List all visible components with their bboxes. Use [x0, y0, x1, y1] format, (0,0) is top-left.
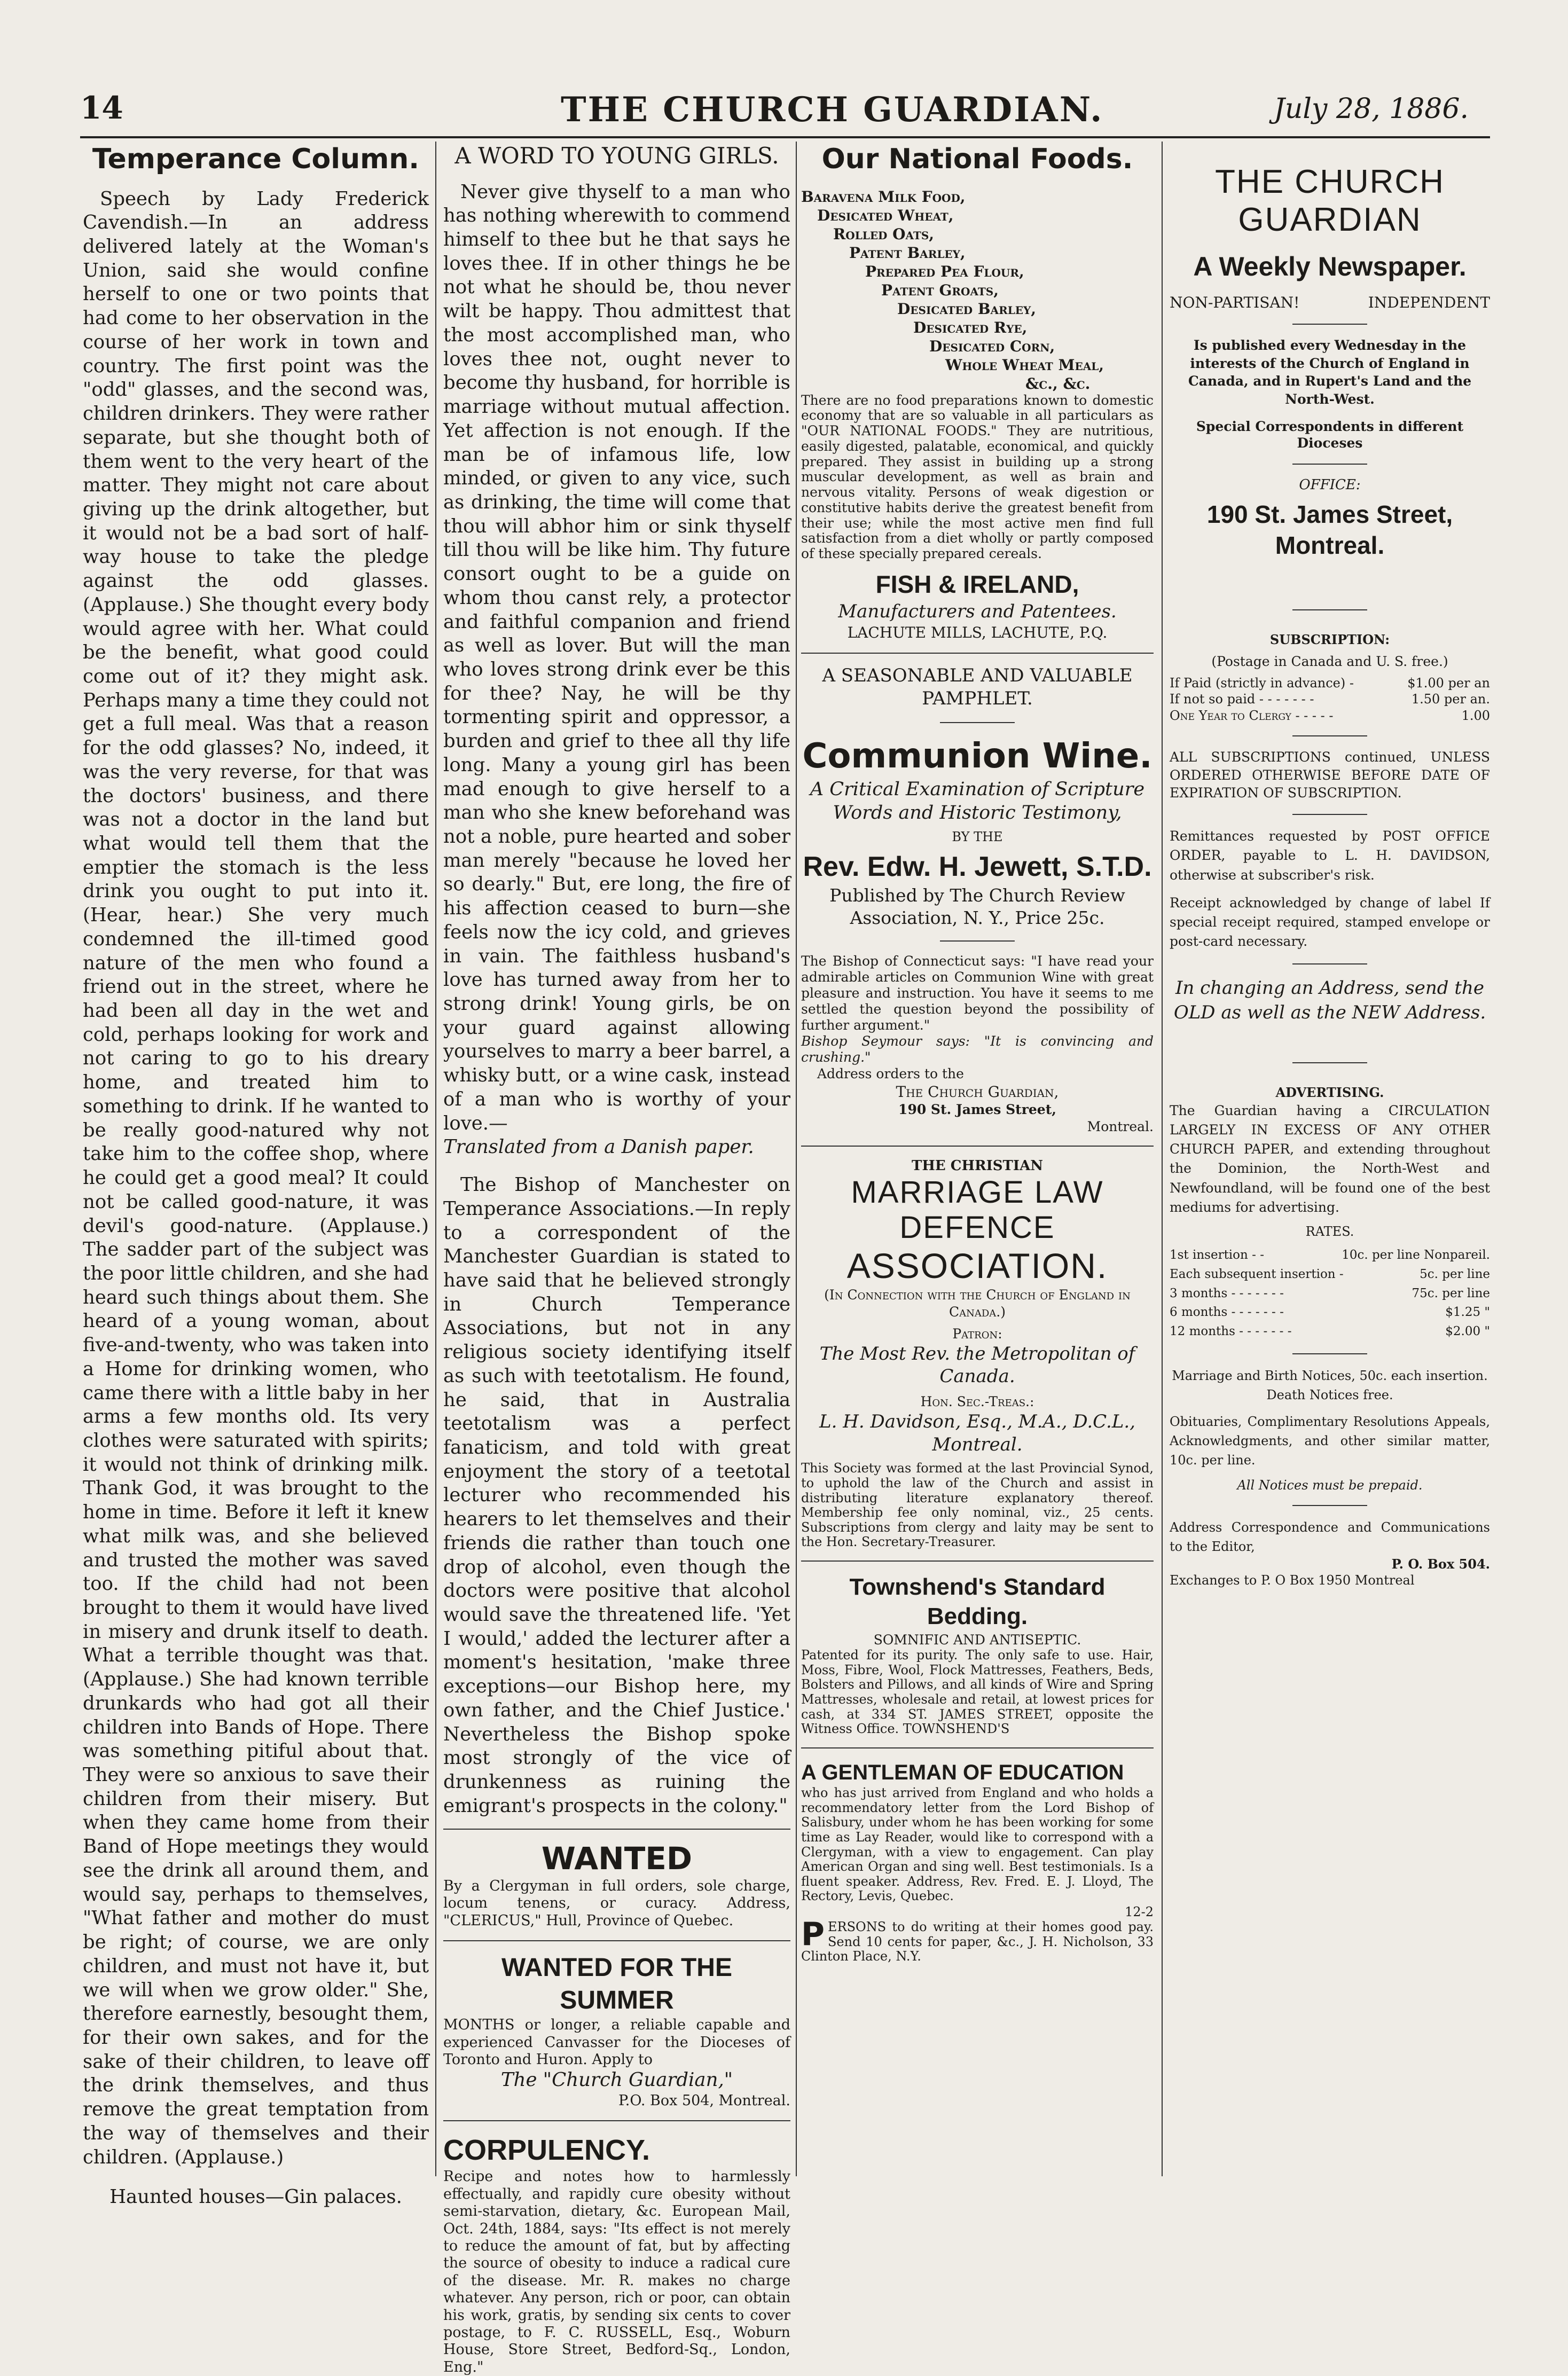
- column-divider: [796, 142, 797, 2176]
- office-label: OFFICE:: [1299, 476, 1361, 493]
- young-girls-heading: A WORD TO YOUNG GIRLS.: [454, 143, 779, 169]
- rate-row: [1170, 1303, 1490, 1322]
- rate-price: 10c. per line Nonpareil.: [1342, 1248, 1490, 1263]
- subscription-clergy-label: One Year to Clergy - - - - -: [1170, 708, 1334, 723]
- food-item: Prepared Pea Flour,: [865, 262, 1024, 280]
- remittances-info: Remittances requested by POST OFFICE ORDER, payable to L. H. DAVIDSON, otherwise at subscriber's risk.: [1170, 828, 1490, 883]
- rate-label: Each subsequent insertion -: [1170, 1267, 1344, 1282]
- correspondence-address: Address Correspondence and Communications to the Editor,: [1170, 1519, 1490, 1554]
- separator: [1292, 735, 1367, 736]
- guardian-street: 190 St. James Street,: [898, 1102, 1056, 1118]
- wanted-ad-body: By a Clergyman in full orders, sole charge, locum tenens, or curacy. Address, "CLERICUS," Hull, Province of Quebec.: [443, 1878, 790, 1929]
- in-connection: (In Connection with the Church of England in Canada.): [824, 1287, 1131, 1320]
- prepaid-note: All Notices must be prepaid.: [1237, 1477, 1423, 1493]
- subscription-row: [1170, 708, 1490, 724]
- wanted-summer-body: MONTHS or longer, a reliable capable and experienced Canvasser for the Dioceses of Toronto and Huron. Apply to: [443, 2017, 790, 2068]
- fish-ireland-heading: FISH & IRELAND,: [875, 570, 1079, 598]
- column-temperance: [83, 142, 429, 2208]
- subscription-paid-label: If Paid (strictly in advance) -: [1170, 676, 1354, 691]
- po-box: P. O. Box 504.: [1391, 1556, 1490, 1572]
- food-item: Patent Groats,: [881, 281, 999, 299]
- subscription-continued: ALL SUBSCRIPTIONS continued, UNLESS ORDERED OTHERWISE BEFORE DATE OF EXPIRATION OF SUBSCRIPTION.: [1170, 749, 1490, 801]
- patron-name: The Most Rev. the Metropolitan of Canada.: [819, 1343, 1135, 1387]
- jewett-name: Rev. Edw. H. Jewett, S.T.D.: [803, 851, 1152, 882]
- address-orders: Address orders to the: [817, 1066, 964, 1082]
- separator: [1292, 963, 1367, 964]
- food-item: Desicated Barley,: [897, 300, 1037, 318]
- nonpartisan-label: NON-PARTISAN!: [1170, 293, 1300, 311]
- temperance-footer: Haunted houses—Gin palaces.: [109, 2186, 402, 2208]
- food-item: Desicated Corn,: [929, 337, 1055, 355]
- marriage-notices: Marriage and Birth Notices, 50c. each insertion. Death Notices free.: [1172, 1368, 1488, 1402]
- masthead: [80, 90, 1469, 132]
- bishop-quote: The Bishop of Connecticut says: "I have read your admirable articles on Communion Wine with great pleasure and instruction. You have it seems to me settled the question beyond the possibility of further argument.": [801, 953, 1154, 1033]
- column-ads: [801, 142, 1154, 2187]
- subscription-row: [1170, 675, 1490, 691]
- food-item: &c., &c.: [1025, 374, 1091, 393]
- subscription-row: [1170, 691, 1490, 707]
- gentleman-number: 12-2: [1125, 1904, 1154, 1919]
- persons-ad-text: ERSONS to do writing at their homes good pay. Send 10 cents for paper, &c., J. H. Nicholson, 33 Clinton Place, N.Y.: [801, 1919, 1154, 1964]
- published-by: Published by The Church Review Association, N. Y., Price 25c.: [829, 885, 1125, 928]
- separator: [940, 940, 1015, 942]
- communion-wine-heading: Communion Wine.: [802, 736, 1153, 776]
- column-young-girls: [443, 142, 790, 2375]
- food-item: Desicated Rye,: [913, 318, 1028, 336]
- pamphlet-heading: A SEASONABLE AND VALUABLE PAMPHLET.: [822, 664, 1133, 709]
- young-girls-article: Never give thyself to a man who has nothing wherewith to commend himself to thee but he that says he loves thee. If in other things he be not what he should be, thou never wilt be happy. Thou admittest that the most accomplished man, who loves thee not, ought never to become thy husband, for horrible is marriage without mutual affection. Yet affection is not enough. If the man be of infamous life, low minded, or given to any vice, such as drinking, the time will come that thou will abhor him or sink thyself till thou will be like him. Thy future consort ought to be a guide on whom thou canst rely, a protector and faithful companion and friend as well as lover. But will the man who loves strong drink ever be this for thee? Nay, he will be thy tormenting spirit and oppressor, a burden and grief to thee all thy life long. Many a young girl has been mad enough to give herself to a man who she knew beforehand was not a noble, pure hearted and sober man merely "because he loved her so dearly." But, ere long, the fire of his affection ceased to burn—she feels now the icy cold, and grieves in vain. The faithless husband's love has turned away from her to strong drink! Young girls, be on your guard against allowing yourselves to marry a beer barrel, a whisky butt, or a wine cask, instead of a man who is worthy of your love.—: [443, 181, 790, 1134]
- separator: [801, 653, 1154, 654]
- separator: [1292, 324, 1367, 325]
- separator: [443, 1829, 790, 1830]
- bedding-sub: SOMNIFIC AND ANTISEPTIC.: [873, 1632, 1081, 1648]
- foods-list: [801, 187, 1154, 393]
- newspaper-title: THE CHURCH GUARDIAN.: [561, 90, 1104, 130]
- correspondents-info: Special Correspondents in different Dioceses: [1196, 418, 1464, 451]
- young-girls-source: Translated from a Danish paper.: [443, 1136, 754, 1158]
- subscription-notpaid-price: 1.50 per an.: [1411, 692, 1490, 707]
- by-the: BY THE: [952, 829, 1003, 845]
- subscription-paid-price: $1.00 per an: [1407, 676, 1490, 691]
- society-description: This Society was formed at the last Provincial Synod, to uphold the law of the Church and assist in distributing literature explanatory thereof. Membership fee only nominal, viz., 25 cents. Subscriptions from clergy and laity may be sent to the Hon. Secretary-Treasurer.: [801, 1461, 1154, 1550]
- rate-price: 75c. per line: [1412, 1286, 1490, 1300]
- published-info: Is published every Wednesday in the interests of the Church of England in Canada, and in Rupert's Land and the North-West.: [1188, 337, 1472, 407]
- gentleman-heading: A GENTLEMAN OF EDUCATION: [801, 1760, 1124, 1784]
- separator: [1292, 464, 1367, 465]
- fish-ireland-location: LACHUTE MILLS, LACHUTE, P.Q.: [847, 623, 1108, 641]
- masthead-rule: [80, 136, 1490, 138]
- rate-price: $2.00 ": [1445, 1324, 1490, 1339]
- temperance-heading: Temperance Column.: [92, 143, 420, 175]
- separator: [1292, 609, 1367, 610]
- office-address: 190 St. James Street, Montreal.: [1206, 500, 1453, 559]
- corpulency-heading: CORPULENCY.: [443, 2134, 650, 2167]
- bedding-description: Patented for its purity. The only safe to use. Hair, Moss, Fibre, Wool, Flock Mattresses, Feathers, Beds, Bolsters and Pillows, and all kinds of Wire and Spring Mattresses, wholesale and retail, at lowest prices for cash, at 334 ST. JAMES STREET, opposite the Witness Office. TOWNSHEND'S: [801, 1648, 1154, 1737]
- issue-date: July 28, 1886.: [1274, 93, 1469, 125]
- association-heading: ASSOCIATION.: [846, 1246, 1108, 1286]
- column-divider: [435, 142, 436, 2176]
- separator: [801, 1146, 1154, 1147]
- change-address-info: In changing an Address, send the OLD as well as the NEW Address.: [1173, 977, 1486, 1023]
- postage-note: (Postage in Canada and U. S. free.): [1211, 653, 1448, 669]
- rate-row: [1170, 1265, 1490, 1284]
- independent-label: INDEPENDENT: [1368, 293, 1490, 311]
- advertising-info: The Guardian having a CIRCULATION LARGELY IN EXCESS OF ANY OTHER CHURCH PAPER, and extending throughout the Dominion, the North-West and Newfoundland, will be found one of the best mediums for advertising.: [1170, 1102, 1490, 1215]
- critical-examination: A Critical Examination of Scripture Words and Historic Testimony,: [810, 779, 1145, 824]
- persons-ad: PERSONS to do writing at their homes good pay. Send 10 cents for paper, &c., J. H. Nicholson, 33 Clinton Place, N.Y.: [801, 1916, 1154, 1964]
- wanted-summer-sign: The "Church Guardian,": [500, 2069, 733, 2091]
- subscription-label: SUBSCRIPTION:: [1269, 631, 1390, 647]
- subscription-notpaid-label: If not so paid - - - - - - -: [1170, 692, 1314, 707]
- rate-row: [1170, 1284, 1490, 1304]
- separator: [443, 2120, 790, 2121]
- wanted-summer-heading: WANTED FOR THE SUMMER: [501, 1954, 732, 2014]
- fish-ireland-sub: Manufacturers and Patentees.: [838, 600, 1117, 622]
- separator: [1292, 1505, 1367, 1506]
- rate-label: 12 months - - - - - - -: [1170, 1324, 1292, 1339]
- guardian-city: Montreal.: [1087, 1118, 1154, 1134]
- foods-description: There are no food preparations known to domestic economy that are so valuable in all particulars as "OUR NATIONAL FOODS." They are nutritious, easily digested, palatable, economical, and quickly prepared. They assist in building up a strong muscular development, as well as brain and nervous vitality. Persons of weak digestion or constitutive habits derive the greatest benefit from their use; while the most active men find full satisfaction from a diet wholly or partly composed of these specially prepared cereals.: [801, 392, 1154, 562]
- guardian-name: The Church Guardian,: [896, 1083, 1059, 1101]
- food-item: Baravena Milk Food,: [801, 187, 966, 206]
- christian-label: THE CHRISTIAN: [911, 1158, 1044, 1174]
- food-item: Desicated Wheat,: [817, 206, 954, 224]
- separator: [1292, 1062, 1367, 1063]
- advertising-label: ADVERTISING.: [1275, 1085, 1384, 1101]
- marriage-law-heading: MARRIAGE LAW DEFENCE: [851, 1174, 1104, 1245]
- food-item: Patent Barley,: [849, 244, 966, 262]
- corpulency-body: Recipe and notes how to harmlessly effectually, and rapidly cure obesity without semi-starvation, dietary, &c. European Mail, Oct. 24th, 1884, says: "Its effect is not merely to reduce the amount of fat, but by affecting the source of obesity to induce a radical cure of the disease. Mr. R. makes no charge whatever. Any person, rich or poor, can obtain his work, gratis, by sending six cents to cover postage, to F. C. RUSSELL, Esq., Woburn House, Store Street, Bedford-Sq., London, Eng.": [443, 2168, 790, 2375]
- food-item: Whole Wheat Meal,: [945, 356, 1104, 374]
- page-number: 14: [80, 90, 123, 126]
- rate-row: [1170, 1246, 1490, 1265]
- bishop-manchester-article: The Bishop of Manchester on Temperance Associations.—In reply to a correspondent of the Manchester Guardian is stated to have said that he believed strongly in Church Temperance Associations, but not in any religious society identifying itself as such with teetotalism. He found, he said, that in Australia teetotalism was a perfect fanaticism, and told with great enjoyment the story of a teetotal lecturer who recommended his hearers to let themselves and their friends die rather than touch one drop of alcohol, even though the doctors were positive that alcohol would save the threatened life. 'Yet I would,' added the lecturer after a moment's hesitation, 'make three exceptions—our Bishop here, my own father, and the Chief Justice.' Nevertheless the Bishop spoke most strongly of the vice of drunkenness as ruining the emigrant's prospects in the colony.": [443, 1174, 790, 1817]
- rates-label: RATES.: [1305, 1224, 1354, 1240]
- secretary-label: Hon. Sec.-Treas.:: [920, 1394, 1034, 1410]
- rate-row: [1170, 1322, 1490, 1342]
- exchanges-address: Exchanges to P. O Box 1950 Montreal: [1170, 1573, 1415, 1588]
- temperance-article: Speech by Lady Frederick Cavendish.—In an address delivered lately at the Woman's Union, said she would confine herself to one or two points that had come to her observation in the course of her work in town and country. The first point was the "odd" glasses, and the second was, children drinkers. They were rather separate, but she thought both of them went to the very heart of the matter. They might not care about giving up the drink altogether, but it would not be a bad sort of half-way house to take the pledge against the odd glasses. (Applause.) She thought every body would agree with her. What could be the benefit, what good could come out of it? they might ask. Perhaps many a time they could not get a full meal. Was that a reason for the odd glasses? No, indeed, it was the very reverse, for that was the doctors' business, and there was not a doctor in the land but what would tell them that the emptier the stomach is the less drink you ought to put into it. (Hear, hear.) She very much condemned the ill-timed good nature of the men who found a friend out in the street, where he had been all day in the wet and cold, perhaps looking for work and not caring to go to his dreary home, and treated him to something to drink. If he wanted to be really good-natured why not take him to the coffee shop, where he could get a good meal? It could not be called good-nature, it was devil's good-nature. (Applause.) The sadder part of the subject was the poor little children, and she had heard such things about them. She heard of a young woman, about five-and-twenty, who was taken into a Home for drinking women, who came there with a little baby in her arms a few months old. Its very clothes were saturated with spirits; it would not think of drinking milk. Thank God, it was brought to the home in time. Before it left it knew what milk was, and she believed and trusted the mother was saved too. If the child had not been brought to them it would have lived in misery and drunk itself to death. What a terrible thought was that. (Applause.) She had known terrible drunkards who had got all their children into Bands of Hope. There was something pitiful about that. They were so anxious to save their children from their misery. But when they came home from their Band of Hope meetings they would see the drink all around them, and would say, perhaps to themselves, "What father and mother do must be right; of course, we are only children, and must not have it, but we will when we grow older." She, therefore earnestly, besought them, for their own sakes, and for the sake of their children, to leave off the drink themselves, and thus remove the great temptation from the way of themselves and their children. (Applause.): [83, 187, 429, 2168]
- gentleman-description: who has just arrived from England and who holds a recommendatory letter from the Lord Bishop of Salisbury, under whom he has been working for some time as Lay Reader, would like to correspond with a Clergyman, with a view to engagement. Can play American Organ and sing well. Best testimonials. Is a fluent speaker. Address, Rev. Fred. E. J. Lloyd, The Rectory, Levis, Quebec.: [801, 1785, 1154, 1904]
- column-guardian-info: [1170, 142, 1490, 2187]
- separator: [940, 722, 1015, 723]
- seymour-quote: Bishop Seymour says: "It is convincing and crushing.": [801, 1033, 1154, 1065]
- separator: [1292, 1353, 1367, 1354]
- rate-label: 1st insertion - -: [1170, 1248, 1264, 1263]
- rate-label: 3 months - - - - - - -: [1170, 1286, 1284, 1300]
- obituaries-info: Obituaries, Complimentary Resolutions Appeals, Acknowledgments, and other similar matter, 10c. per line.: [1170, 1414, 1490, 1468]
- separator: [801, 1561, 1154, 1562]
- separator: [801, 1747, 1154, 1748]
- wanted-ad-heading: WANTED: [541, 1840, 693, 1877]
- wanted-summer-box: P.O. Box 504, Montreal.: [618, 2092, 790, 2110]
- secretary-name: L. H. Davidson, Esq., M.A., D.C.L., Montreal.: [819, 1410, 1135, 1455]
- rate-price: 5c. per line: [1420, 1267, 1490, 1282]
- rate-label: 6 months - - - - - - -: [1170, 1305, 1284, 1320]
- column-divider: [1162, 142, 1163, 2176]
- guardian-subtitle: A Weekly Newspaper.: [1193, 251, 1467, 281]
- guardian-stance: [1170, 293, 1490, 312]
- separator: [1292, 814, 1367, 815]
- guardian-title: THE CHURCH GUARDIAN: [1215, 163, 1445, 239]
- receipt-info: Receipt acknowledged by change of label If special receipt required, stamped envelope or post-card necessary.: [1170, 895, 1490, 950]
- national-foods-heading: Our National Foods.: [821, 143, 1133, 175]
- food-item: Rolled Oats,: [833, 225, 935, 243]
- patron-label: Patron:: [952, 1326, 1002, 1342]
- subscription-clergy-price: 1.00: [1461, 708, 1490, 723]
- bedding-heading: Townshend's Standard Bedding.: [849, 1573, 1106, 1630]
- rate-price: $1.25 ": [1445, 1305, 1490, 1320]
- separator: [443, 1940, 790, 1941]
